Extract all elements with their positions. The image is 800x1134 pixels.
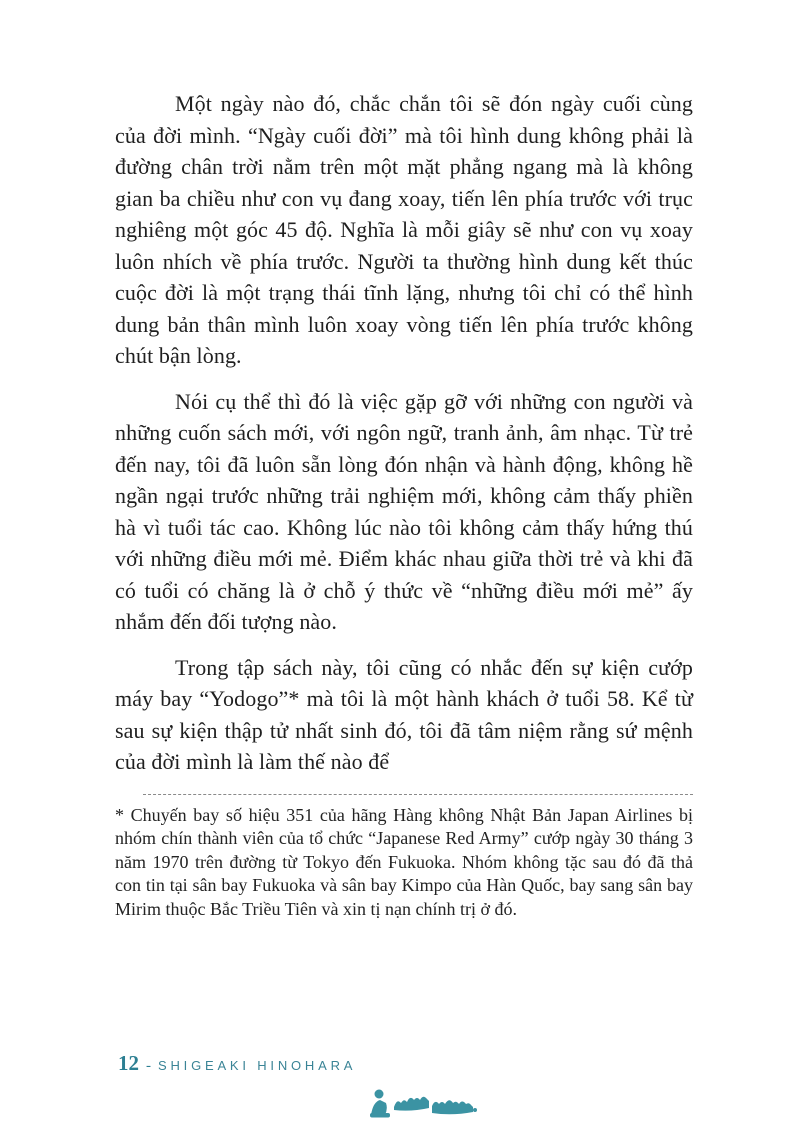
- body-text: [115, 88, 693, 921]
- page-number: 12: [118, 1051, 139, 1075]
- footer-separator: -: [146, 1058, 151, 1074]
- running-footer-author: SHIGEAKI HINOHARA: [158, 1058, 357, 1073]
- footnote-text: * Chuyến bay số hiệu 351 của hãng Hàng không Nhật Bản Japan Airlines bị nhóm chín thành viên của tổ chức “Japanese Red Army” cướp ngày 30 tháng 3 năm 1970 trên đường từ Tokyo đến Fukuoka. Nhóm không tặc sau đó đã thả con tin tại sân bay Fukuoka và sân bay Kimpo của Hàn Quốc, bay sang sân bay Mirim thuộc Bắc Triều Tiên và xin tị nạn chính trị ở đó.: [115, 804, 693, 919]
- footnote-separator-rule: [143, 794, 693, 795]
- paragraph-3: Trong tập sách này, tôi cũng có nhắc đến sự kiện cướp máy bay “Yodogo”* mà tôi là một hành khách ở tuổi 58. Kể từ sau sự kiện thập tử nhất sinh đó, tôi đã tâm niệm rằng sứ mệnh của đời mình là làm thế nào để: [115, 654, 693, 774]
- paragraph-1: Một ngày nào đó, chắc chắn tôi sẽ đón ngày cuối cùng của đời mình. “Ngày cuối đời” mà tôi hình dung không phải là đường chân trời nằm trên một mặt phẳng ngang mà là không gian ba chiều như con vụ đang xoay, tiến lên phía trước với trục nghiêng một góc 45 độ. Nghĩa là mỗi giây sẽ như con vụ xoay luôn nhích về phía trước. Người ta thường hình dung kết thúc cuộc đời là một trạng thái tĩnh lặng, nhưng tôi chỉ có thể hình dung bản thân mình luôn xoay vòng tiến lên phía trước không chút bận lòng.: [115, 91, 693, 368]
- paragraph-2: Nói cụ thể thì đó là việc gặp gỡ với những con người và những cuốn sách mới, với ngôn ngữ, tranh ảnh, âm nhạc. Từ trẻ đến nay, tôi đã luôn sẵn lòng đón nhận và hành động, không hề ngần ngại trước những trải nghiệm mới, không cảm thấy phiền hà vì tuổi tác cao. Không lúc nào tôi không cảm thấy hứng thú với những điều mới mẻ. Điểm khác nhau giữa thời trẻ và khi đã có tuổi có chăng là ở chỗ ý thức về “những điều mới mẻ” ấy nhắm đến đối tượng nào.: [115, 388, 693, 634]
- publisher-logo-watermark: [368, 1085, 480, 1123]
- page-footer: [118, 1051, 356, 1076]
